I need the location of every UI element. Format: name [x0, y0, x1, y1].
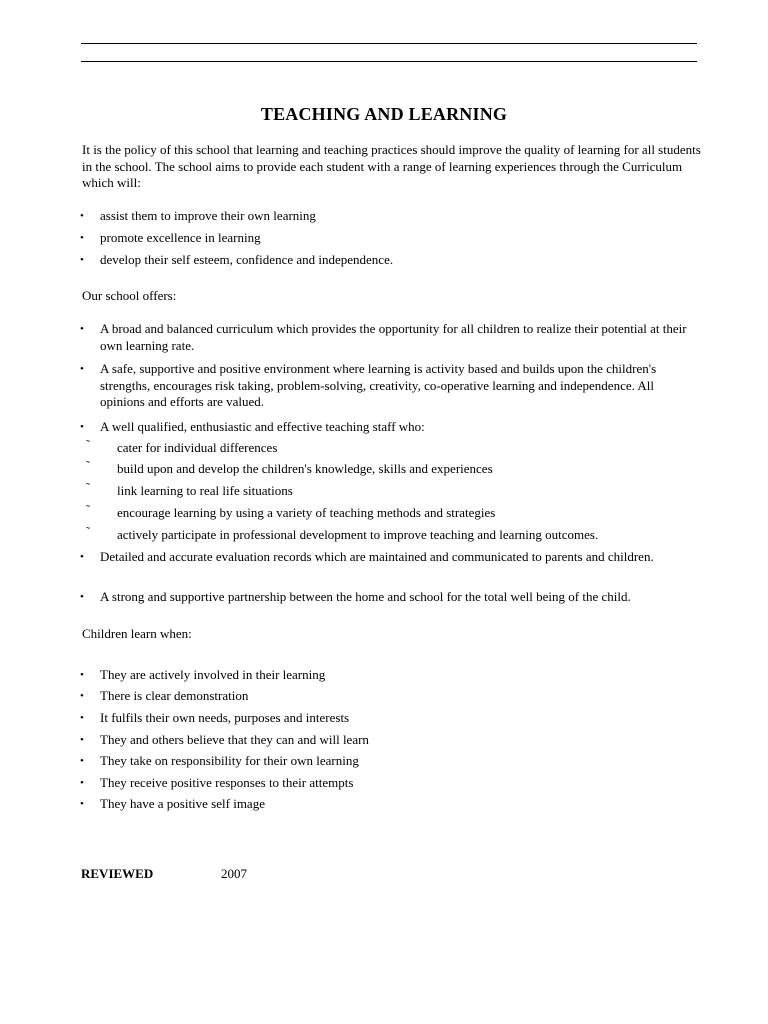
list-item: • They and others believe that they can and will learn [80, 732, 369, 747]
bullet-icon: • [80, 551, 84, 563]
bullet-icon: • [80, 591, 84, 603]
bullet-icon: • [80, 421, 84, 433]
learn-label: Children learn when: [82, 626, 192, 641]
intro-paragraph: It is the policy of this school that learning and teaching practices should improve the quality of learning for all students in the school. The school aims to provide each student with a range of learning experiences through the Curriculum which will: [82, 142, 701, 190]
list-item: • assist them to improve their own learning [80, 208, 316, 223]
bullet-icon: • [80, 669, 84, 681]
tilde-icon: ˜ [86, 480, 90, 494]
list-item: • promote excellence in learning [80, 230, 261, 245]
list-item: • develop their self esteem, confidence and independence. [80, 252, 394, 267]
bullet-icon: • [80, 210, 84, 222]
tilde-icon: ˜ [86, 458, 90, 472]
sub-list-item: ˜ build upon and develop the children's knowledge, skills and experiences [86, 458, 493, 476]
bullet-icon: • [80, 755, 84, 767]
bullet-icon: • [80, 254, 84, 266]
header-rule-bottom [81, 61, 697, 62]
list-item: • Detailed and accurate evaluation records which are maintained and communicated to parents and children. [80, 549, 654, 564]
list-item: • They are actively involved in their learning [80, 667, 326, 682]
bullet-icon: • [80, 690, 84, 702]
sub-list-item: ˜ link learning to real life situations [86, 480, 293, 498]
header-rule-top [81, 43, 697, 44]
page-title: TEACHING AND LEARNING [260, 104, 508, 124]
list-item: • They take on responsibility for their own learning [80, 753, 359, 768]
reviewed-year: 2007 [221, 866, 247, 881]
sub-list-item: ˜ encourage learning by using a variety of teaching methods and strategies [86, 502, 496, 520]
offers-label: Our school offers: [82, 288, 177, 303]
list-item: • They receive positive responses to their attempts [80, 775, 354, 790]
list-item: • They have a positive self image [80, 796, 265, 811]
tilde-icon: ˜ [86, 437, 90, 451]
list-item: • A well qualified, enthusiastic and effective teaching staff who: [80, 419, 425, 434]
bullet-icon: • [80, 777, 84, 789]
sub-list-item: ˜ cater for individual differences [86, 437, 278, 455]
tilde-icon: ˜ [86, 502, 90, 516]
list-item: • There is clear demonstration [80, 688, 249, 703]
list-item: • A broad and balanced curriculum which provides the opportunity for all children to realize their potential at their own learning rate. [80, 321, 687, 353]
bullet-icon: • [80, 232, 84, 244]
bullet-icon: • [80, 363, 84, 375]
list-item: • A strong and supportive partnership between the home and school for the total well being of the child. [80, 589, 631, 604]
sub-list-item: ˜ actively participate in professional development to improve teaching and learning outcomes. [86, 524, 599, 542]
bullet-icon: • [80, 734, 84, 746]
bullet-icon: • [80, 798, 84, 810]
bullet-icon: • [80, 323, 84, 335]
list-item: • A safe, supportive and positive environment where learning is activity based and builds upon the children's strengths, encourages risk taking, problem-solving, creativity, co-operative learning and independence. All opinions and efforts are valued. [80, 361, 657, 409]
list-item: • It fulfils their own needs, purposes and interests [80, 710, 350, 725]
reviewed-label: REVIEWED [81, 866, 154, 881]
tilde-icon: ˜ [86, 524, 90, 538]
bullet-icon: • [80, 712, 84, 724]
